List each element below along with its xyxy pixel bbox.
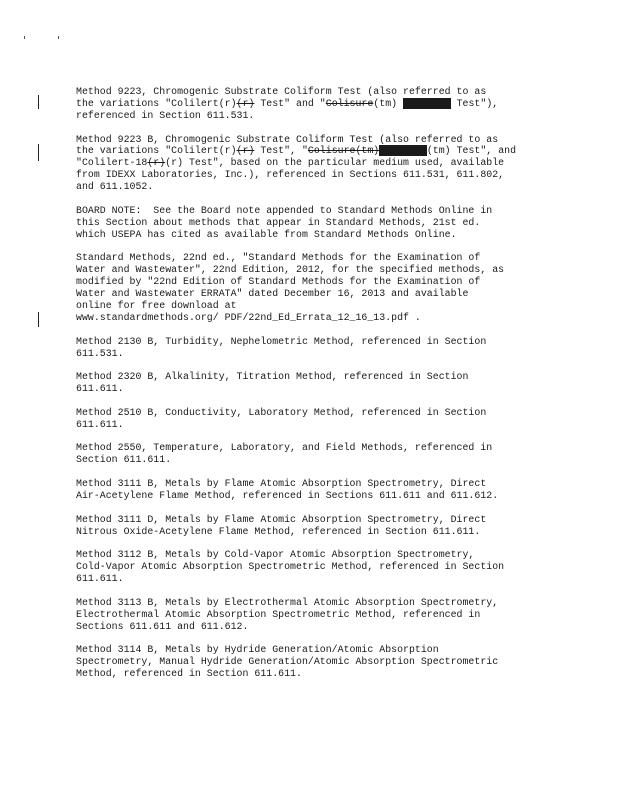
text-run: the variations "Colilert(r) — [76, 97, 237, 109]
paragraph — [76, 514, 546, 538]
text-run: Electrothermal Atomic Absorption Spectrometric Method, referenced in — [76, 608, 481, 620]
struck-text: Colisure — [325, 97, 374, 109]
paragraph — [76, 205, 546, 241]
text-run: Test"), — [450, 97, 499, 109]
paragraph — [76, 549, 546, 585]
text-line — [76, 205, 546, 217]
text-run: (r) Test", based on the particular medium used, available — [165, 157, 505, 169]
text-line — [76, 371, 546, 383]
text-run: Test" and " — [254, 97, 326, 109]
paragraph — [76, 407, 546, 431]
text-line — [76, 134, 546, 146]
text-line — [76, 86, 546, 98]
text-line — [76, 419, 546, 431]
document-body — [76, 86, 546, 692]
text-run: Method, referenced in Section 611.611. — [76, 668, 302, 680]
text-run: 611.611. — [76, 573, 124, 585]
text-line — [76, 656, 546, 668]
text-line — [76, 514, 546, 526]
revision-bar — [38, 144, 39, 161]
redacted-text: Colisure — [403, 97, 451, 109]
text-run: Standard Methods, 22nd ed., "Standard Methods for the Examination of — [76, 252, 481, 264]
text-line — [76, 157, 546, 169]
text-line — [76, 549, 546, 561]
text-line — [76, 490, 546, 502]
text-run: Test", " — [254, 145, 308, 157]
paragraph — [76, 371, 546, 395]
struck-text: (r) — [236, 145, 255, 157]
text-run: Water and Wastewater ERRATA" dated December 16, 2013 and available — [76, 288, 469, 300]
text-run: Sections 611.611 and 611.612. — [76, 620, 249, 632]
struck-text: Colisure(tm) — [307, 145, 380, 157]
text-run: Method 3113 B, Metals by Electrothermal Atomic Absorption Spectrometry, — [76, 596, 499, 608]
text-run: Method 9223, Chromogenic Substrate Coliform Test (also referred to as — [76, 86, 487, 97]
paragraph — [76, 442, 546, 466]
paragraph — [76, 134, 546, 194]
text-run: online for free download at — [76, 299, 237, 311]
scan-mark — [24, 36, 25, 39]
text-run: referenced in Section 611.531. — [76, 109, 255, 121]
text-line — [76, 348, 546, 360]
text-run: from IDEXX Laboratories, Inc.), referenced in Sections 611.531, 611.802, — [76, 169, 505, 181]
text-run: "Colilert-18 — [76, 157, 148, 169]
text-run: Nitrous Oxide-Acetylene Flame Method, referenced in Section 611.611. — [76, 525, 481, 537]
struck-text: (r) — [147, 157, 166, 169]
text-line — [76, 229, 546, 241]
text-line — [76, 312, 546, 324]
revision-bar — [38, 95, 39, 109]
paragraph — [76, 644, 546, 680]
text-run: Method 3111 D, Metals by Flame Atomic Absorption Spectrometry, Direct — [76, 513, 487, 525]
text-run: (tm) — [373, 97, 404, 109]
text-run: Method 9223 B, Chromogenic Substrate Coliform Test (also referred to as — [76, 133, 499, 145]
text-run: modified by "22nd Edition of Standard Methods for the Examination of — [76, 276, 481, 288]
text-run: BOARD NOTE: See the Board note appended to Standard Methods Online in — [76, 204, 493, 216]
text-run: Method 2130 B, Turbidity, Nephelometric Method, referenced in Section — [76, 335, 487, 347]
text-run: 611.531. — [76, 347, 124, 359]
text-line — [76, 668, 546, 680]
text-line — [76, 609, 546, 621]
text-run: (tm) Test", and — [426, 145, 517, 157]
text-line — [76, 597, 546, 609]
paragraph — [76, 336, 546, 360]
text-line — [76, 181, 546, 193]
revision-bar — [38, 312, 39, 327]
text-line — [76, 644, 546, 656]
text-line — [76, 621, 546, 633]
text-run: and 611.1052. — [76, 181, 154, 193]
paragraph — [76, 86, 546, 122]
text-run: Method 3112 B, Metals by Cold-Vapor Atomic Absorption Spectrometry, — [76, 549, 475, 561]
struck-text: (r) — [236, 97, 255, 109]
paragraph — [76, 478, 546, 502]
paragraph — [76, 252, 546, 323]
text-run: which USEPA has cited as available from Standard Methods Online. — [76, 228, 457, 240]
text-line — [76, 264, 546, 276]
text-line — [76, 98, 546, 110]
text-line — [76, 145, 546, 157]
text-run: Method 2510 B, Conductivity, Laboratory Method, referenced in Section — [76, 406, 487, 418]
text-run: Method 3114 B, Metals by Hydride Generation/Atomic Absorption — [76, 644, 439, 656]
text-line — [76, 573, 546, 585]
text-line — [76, 169, 546, 181]
text-line — [76, 110, 546, 122]
text-line — [76, 383, 546, 395]
text-run: the variations "Colilert(r) — [76, 145, 237, 157]
text-line — [76, 526, 546, 538]
text-run: Section 611.611. — [76, 454, 172, 466]
redacted-text: Colisure — [379, 145, 427, 157]
text-run: www.standardmethods.org/ PDF/22nd_Ed_Errata_12_16_13.pdf . — [76, 311, 421, 323]
text-line — [76, 217, 546, 229]
text-line — [76, 407, 546, 419]
text-run: 611.611. — [76, 383, 124, 395]
text-line — [76, 442, 546, 454]
text-run: Water and Wastewater", 22nd Edition, 2012, for the specified methods, as — [76, 264, 505, 276]
text-line — [76, 336, 546, 348]
scan-mark — [58, 36, 59, 39]
text-run: this Section about methods that appear in Standard Methods, 21st ed. — [76, 216, 481, 228]
text-line — [76, 288, 546, 300]
text-line — [76, 478, 546, 490]
text-run: Spectrometry, Manual Hydride Generation/Atomic Absorption Spectrometric — [76, 656, 499, 668]
text-line — [76, 454, 546, 466]
text-run: Method 2550, Temperature, Laboratory, and Field Methods, referenced in — [76, 442, 493, 454]
text-run: Method 3111 B, Metals by Flame Atomic Absorption Spectrometry, Direct — [76, 478, 487, 490]
text-run: Cold-Vapor Atomic Absorption Spectrometric Method, referenced in Section — [76, 561, 505, 573]
text-run: 611.611. — [76, 418, 124, 430]
text-line — [76, 300, 546, 312]
text-run: Method 2320 B, Alkalinity, Titration Method, referenced in Section — [76, 371, 469, 383]
paragraph — [76, 597, 546, 633]
text-line — [76, 276, 546, 288]
text-line — [76, 252, 546, 264]
text-line — [76, 561, 546, 573]
text-run: Air-Acetylene Flame Method, referenced in Sections 611.611 and 611.612. — [76, 489, 499, 501]
